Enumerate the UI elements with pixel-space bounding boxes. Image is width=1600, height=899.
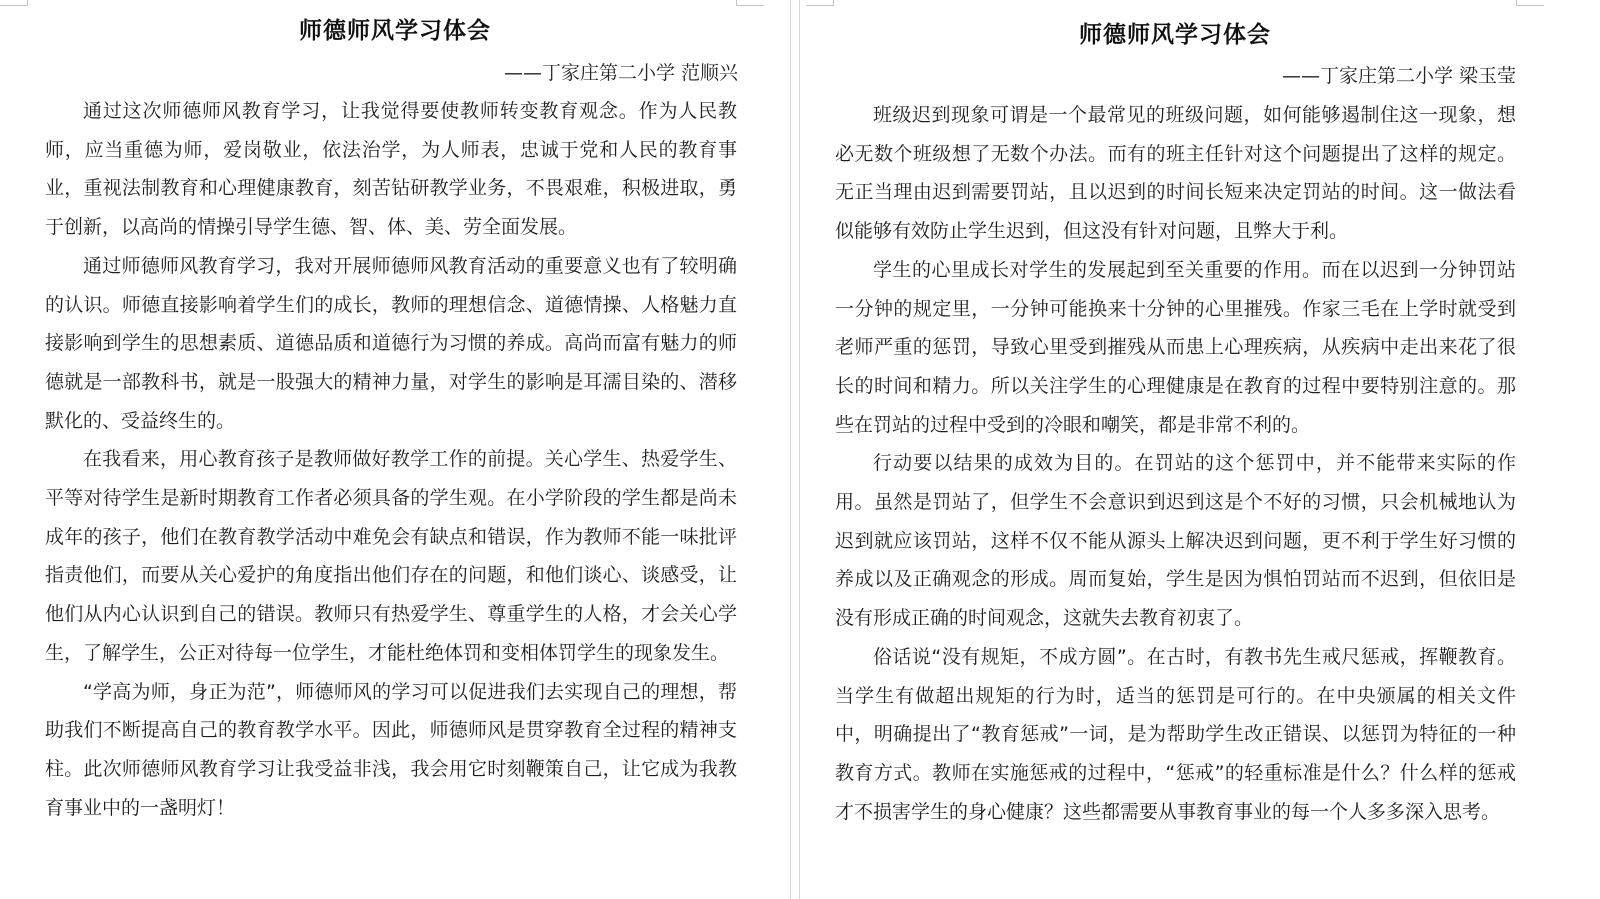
paragraph: 班级迟到现象可谓是一个最常见的班级问题，如何能够遏制住这一现象，想必无数个班级想了无数个办法。而有的班主任针对这个问题提出了这样的规定。无正当理由迟到需要罚站，且以迟到的时间长短来决定罚站的时间。这一做法看似能够有效防止学生迟到，但这没有针对问题，且弊大于利。 — [835, 104, 1516, 243]
paragraph: 通过师德师风教育学习，我对开展师德师风教育活动的重要意义也有了较明确的认识。师德直接影响着学生们的成长，教师的理想信念、道德情操、人格魅力直接影响到学生的思想素质、道德品质和道德行为习惯的养成。高尚而富有魅力的师德就是一部教科书，就是一股强大的精神力量，对学生的影响是耳濡目染的、潜移默化的、受益终生的。 — [45, 254, 737, 432]
page-corner-mark — [0, 0, 28, 6]
document-page-right — [800, 0, 1600, 899]
paragraph: 行动要以结果的成效为目的。在罚站的这个惩罚中，并不能带来实际的作用。虽然是罚站了，但学生不会意识到迟到这是个不好的习惯，只会机械地认为迟到就应该罚站，这样不仅不能从源头上解决迟到问题，更不利于学生好习惯的养成以及正确观念的形成。周而复始，学生是因为惧怕罚站而不迟到，但依旧是没有形成正确的时间观念，这就失去教育初衷了。 — [835, 452, 1516, 630]
paragraph: 通过这次师德师风教育学习，让我觉得要使教师转变教育观念。作为人民教师，应当重德为师，爱岗敬业，依法治学，为人师表，忠诚于党和人民的教育事业，重视法制教育和心理健康教育，刻苦钻研教学业务，不畏艰难，积极进取，勇于创新，以高尚的情操引导学生德、智、体、美、劳全面发展。 — [45, 100, 737, 239]
document-body — [835, 96, 1516, 831]
document-body — [45, 92, 737, 827]
author-line: ——丁家庄第二小学 范顺兴 — [503, 62, 738, 84]
paragraph: 俗话说“没有规矩，不成方圆”。在古时，有教书先生戒尺惩戒，挥鞭教育。当学生有做超出规矩的行为时，适当的惩罚是可行的。在中央颁属的相关文件中，明确提出了“教育惩戒”一词，是为帮助学生改正错误、以惩罚为特征的一种教育方式。教师在实施惩戒的过程中，“惩戒”的轻重标准是什么？什么样的惩戒才不损害学生的身心健康？这些都需要从事教育事业的每一个人多多深入思考。 — [835, 645, 1516, 823]
page-divider — [790, 0, 800, 899]
page-corner-mark — [806, 0, 834, 6]
author-line: ——丁家庄第二小学 梁玉莹 — [1281, 65, 1516, 87]
paragraph: “学高为师，身正为范”，师德师风的学习可以促进我们去实现自己的理想，帮助我们不断提高自己的教育教学水平。因此，师德师风是贯穿教育全过程的精神支柱。此次师德师风教育学习让我受益非浅，我会用它时刻鞭策自己，让它成为我教育事业中的一盏明灯！ — [45, 680, 737, 819]
paragraph: 学生的心里成长对学生的发展起到至关重要的作用。而在以迟到一分钟罚站一分钟的规定里，一分钟可能换来十分钟的心里摧残。作家三毛在上学时就受到老师严重的惩罚，导致心里受到摧残从而患上心理疾病，从疾病中走出来花了很长的时间和精力。所以关注学生的心理健康是在教育的过程中要特别注意的。那些在罚站的过程中受到的冷眼和嘲笑，都是非常不利的。 — [835, 258, 1516, 436]
page-corner-mark — [736, 0, 764, 6]
page-title: 师德师风学习体会 — [1079, 22, 1271, 48]
page-corner-mark — [1516, 0, 1544, 6]
paragraph: 在我看来，用心教育孩子是教师做好教学工作的前提。关心学生、热爱学生、平等对待学生是新时期教育工作者必须具备的学生观。在小学阶段的学生都是尚未成年的孩子，他们在教育教学活动中难免会有缺点和错误，作为教师不能一味批评指责他们，而要从关心爱护的角度指出他们存在的问题，和他们谈心、谈感受，让他们从内心认识到自己的错误。教师只有热爱学生、尊重学生的人格，才会关心学生，了解学生，公正对待每一位学生，才能杜绝体罚和变相体罚学生的现象发生。 — [45, 448, 737, 664]
page-title: 师德师风学习体会 — [299, 18, 491, 44]
document-page-left — [0, 0, 790, 899]
